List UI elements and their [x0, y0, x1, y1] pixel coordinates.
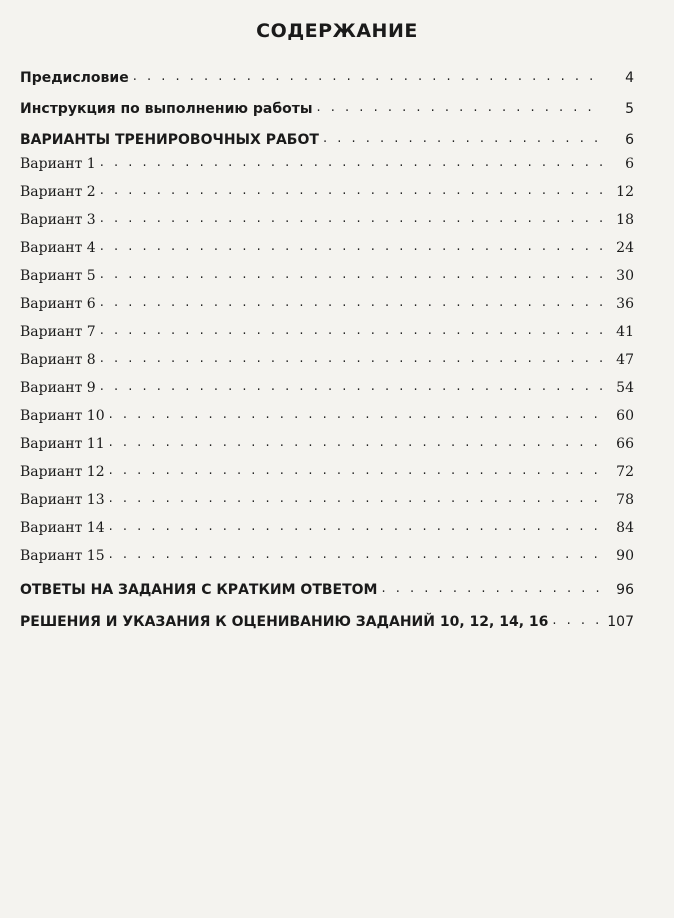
toc-entry — [20, 324, 634, 346]
toc-entry — [20, 492, 634, 514]
toc-entry — [20, 156, 634, 178]
toc-entry — [20, 352, 634, 374]
toc-dot-leader — [100, 267, 602, 282]
toc-entry-page-number: 5 — [625, 101, 634, 117]
toc-entry — [20, 70, 634, 92]
toc-entry-page-number: 78 — [616, 492, 634, 508]
toc-entry-label: Инструкция по выполнению работы — [20, 101, 313, 117]
toc-entry — [20, 212, 634, 234]
toc-dot-leader — [552, 613, 601, 628]
toc-entry-page-number: 47 — [616, 352, 634, 368]
toc-entry — [20, 408, 634, 430]
toc-entry — [20, 464, 634, 486]
toc-entry-label: Вариант 11 — [20, 436, 105, 452]
toc-entry — [20, 548, 634, 570]
toc-entry-page-number: 36 — [616, 296, 634, 312]
toc-entry-label: Вариант 1 — [20, 156, 96, 172]
toc-dot-leader — [109, 519, 602, 534]
toc-entry-label: ВАРИАНТЫ ТРЕНИРОВОЧНЫХ РАБОТ — [20, 132, 319, 148]
toc-entry-page-number: 4 — [625, 70, 634, 86]
page-title: СОДЕРЖАНИЕ — [256, 20, 418, 42]
toc-entry — [20, 101, 634, 123]
toc-entry-label: Вариант 9 — [20, 380, 96, 396]
toc-entry — [20, 614, 634, 636]
toc-entry — [20, 296, 634, 318]
toc-dot-leader — [100, 323, 602, 338]
toc-entry-page-number: 96 — [616, 582, 634, 598]
toc-entry-label: РЕШЕНИЯ И УКАЗАНИЯ К ОЦЕНИВАНИЮ ЗАДАНИЙ 10, 12, 14, 16 — [20, 614, 549, 630]
toc-entry-page-number: 107 — [607, 614, 634, 630]
toc-entry-label: Вариант 5 — [20, 268, 96, 284]
toc-entry-label: ОТВЕТЫ НА ЗАДАНИЯ С КРАТКИМ ОТВЕТОМ — [20, 582, 378, 598]
toc-dot-leader — [100, 351, 602, 366]
toc-entry-page-number: 6 — [625, 132, 634, 148]
toc-dot-leader — [100, 183, 602, 198]
toc-entry-page-number: 72 — [616, 464, 634, 480]
toc-entry — [20, 240, 634, 262]
toc-entry-label: Вариант 13 — [20, 492, 105, 508]
toc-entry-page-number: 60 — [616, 408, 634, 424]
toc-entry — [20, 380, 634, 402]
toc-dot-leader — [133, 69, 602, 84]
toc-dot-leader — [100, 295, 602, 310]
toc-entry — [20, 520, 634, 542]
toc-dot-leader — [100, 379, 602, 394]
toc-entry-page-number: 41 — [616, 324, 634, 340]
toc-entry-page-number: 6 — [625, 156, 634, 172]
toc-dot-leader — [109, 547, 602, 562]
toc-dot-leader — [100, 239, 602, 254]
toc-entry-label: Вариант 3 — [20, 212, 96, 228]
toc-entry-page-number: 30 — [616, 268, 634, 284]
toc-entry-label: Вариант 6 — [20, 296, 96, 312]
toc-entry-label: Вариант 15 — [20, 548, 105, 564]
toc-entry-page-number: 90 — [616, 548, 634, 564]
toc-dot-leader — [382, 581, 603, 596]
toc-dot-leader — [109, 407, 602, 422]
toc-dot-leader — [323, 131, 602, 146]
toc-dot-leader — [109, 435, 602, 450]
toc-entry — [20, 132, 634, 154]
toc-entry-page-number: 84 — [616, 520, 634, 536]
toc-entry-label: Вариант 4 — [20, 240, 96, 256]
toc-entry-label: Вариант 2 — [20, 184, 96, 200]
toc-entry-label: Вариант 12 — [20, 464, 105, 480]
toc-entry-page-number: 12 — [616, 184, 634, 200]
toc-entry — [20, 436, 634, 458]
toc-dot-leader — [317, 100, 602, 115]
toc-entry-label: Вариант 10 — [20, 408, 105, 424]
toc-entry-page-number: 66 — [616, 436, 634, 452]
toc-entry-label: Вариант 8 — [20, 352, 96, 368]
toc-entry-label: Вариант 7 — [20, 324, 96, 340]
toc-entry-page-number: 18 — [616, 212, 634, 228]
toc-dot-leader — [109, 463, 602, 478]
toc-entry-page-number: 24 — [616, 240, 634, 256]
toc-dot-leader — [109, 491, 602, 506]
toc-dot-leader — [100, 211, 602, 226]
toc-entry-page-number: 54 — [616, 380, 634, 396]
toc-entry — [20, 582, 634, 604]
toc-dot-leader — [100, 155, 602, 170]
toc-entry-label: Вариант 14 — [20, 520, 105, 536]
toc-entry — [20, 184, 634, 206]
toc-entry — [20, 268, 634, 290]
toc-entry-label: Предисловие — [20, 70, 129, 86]
